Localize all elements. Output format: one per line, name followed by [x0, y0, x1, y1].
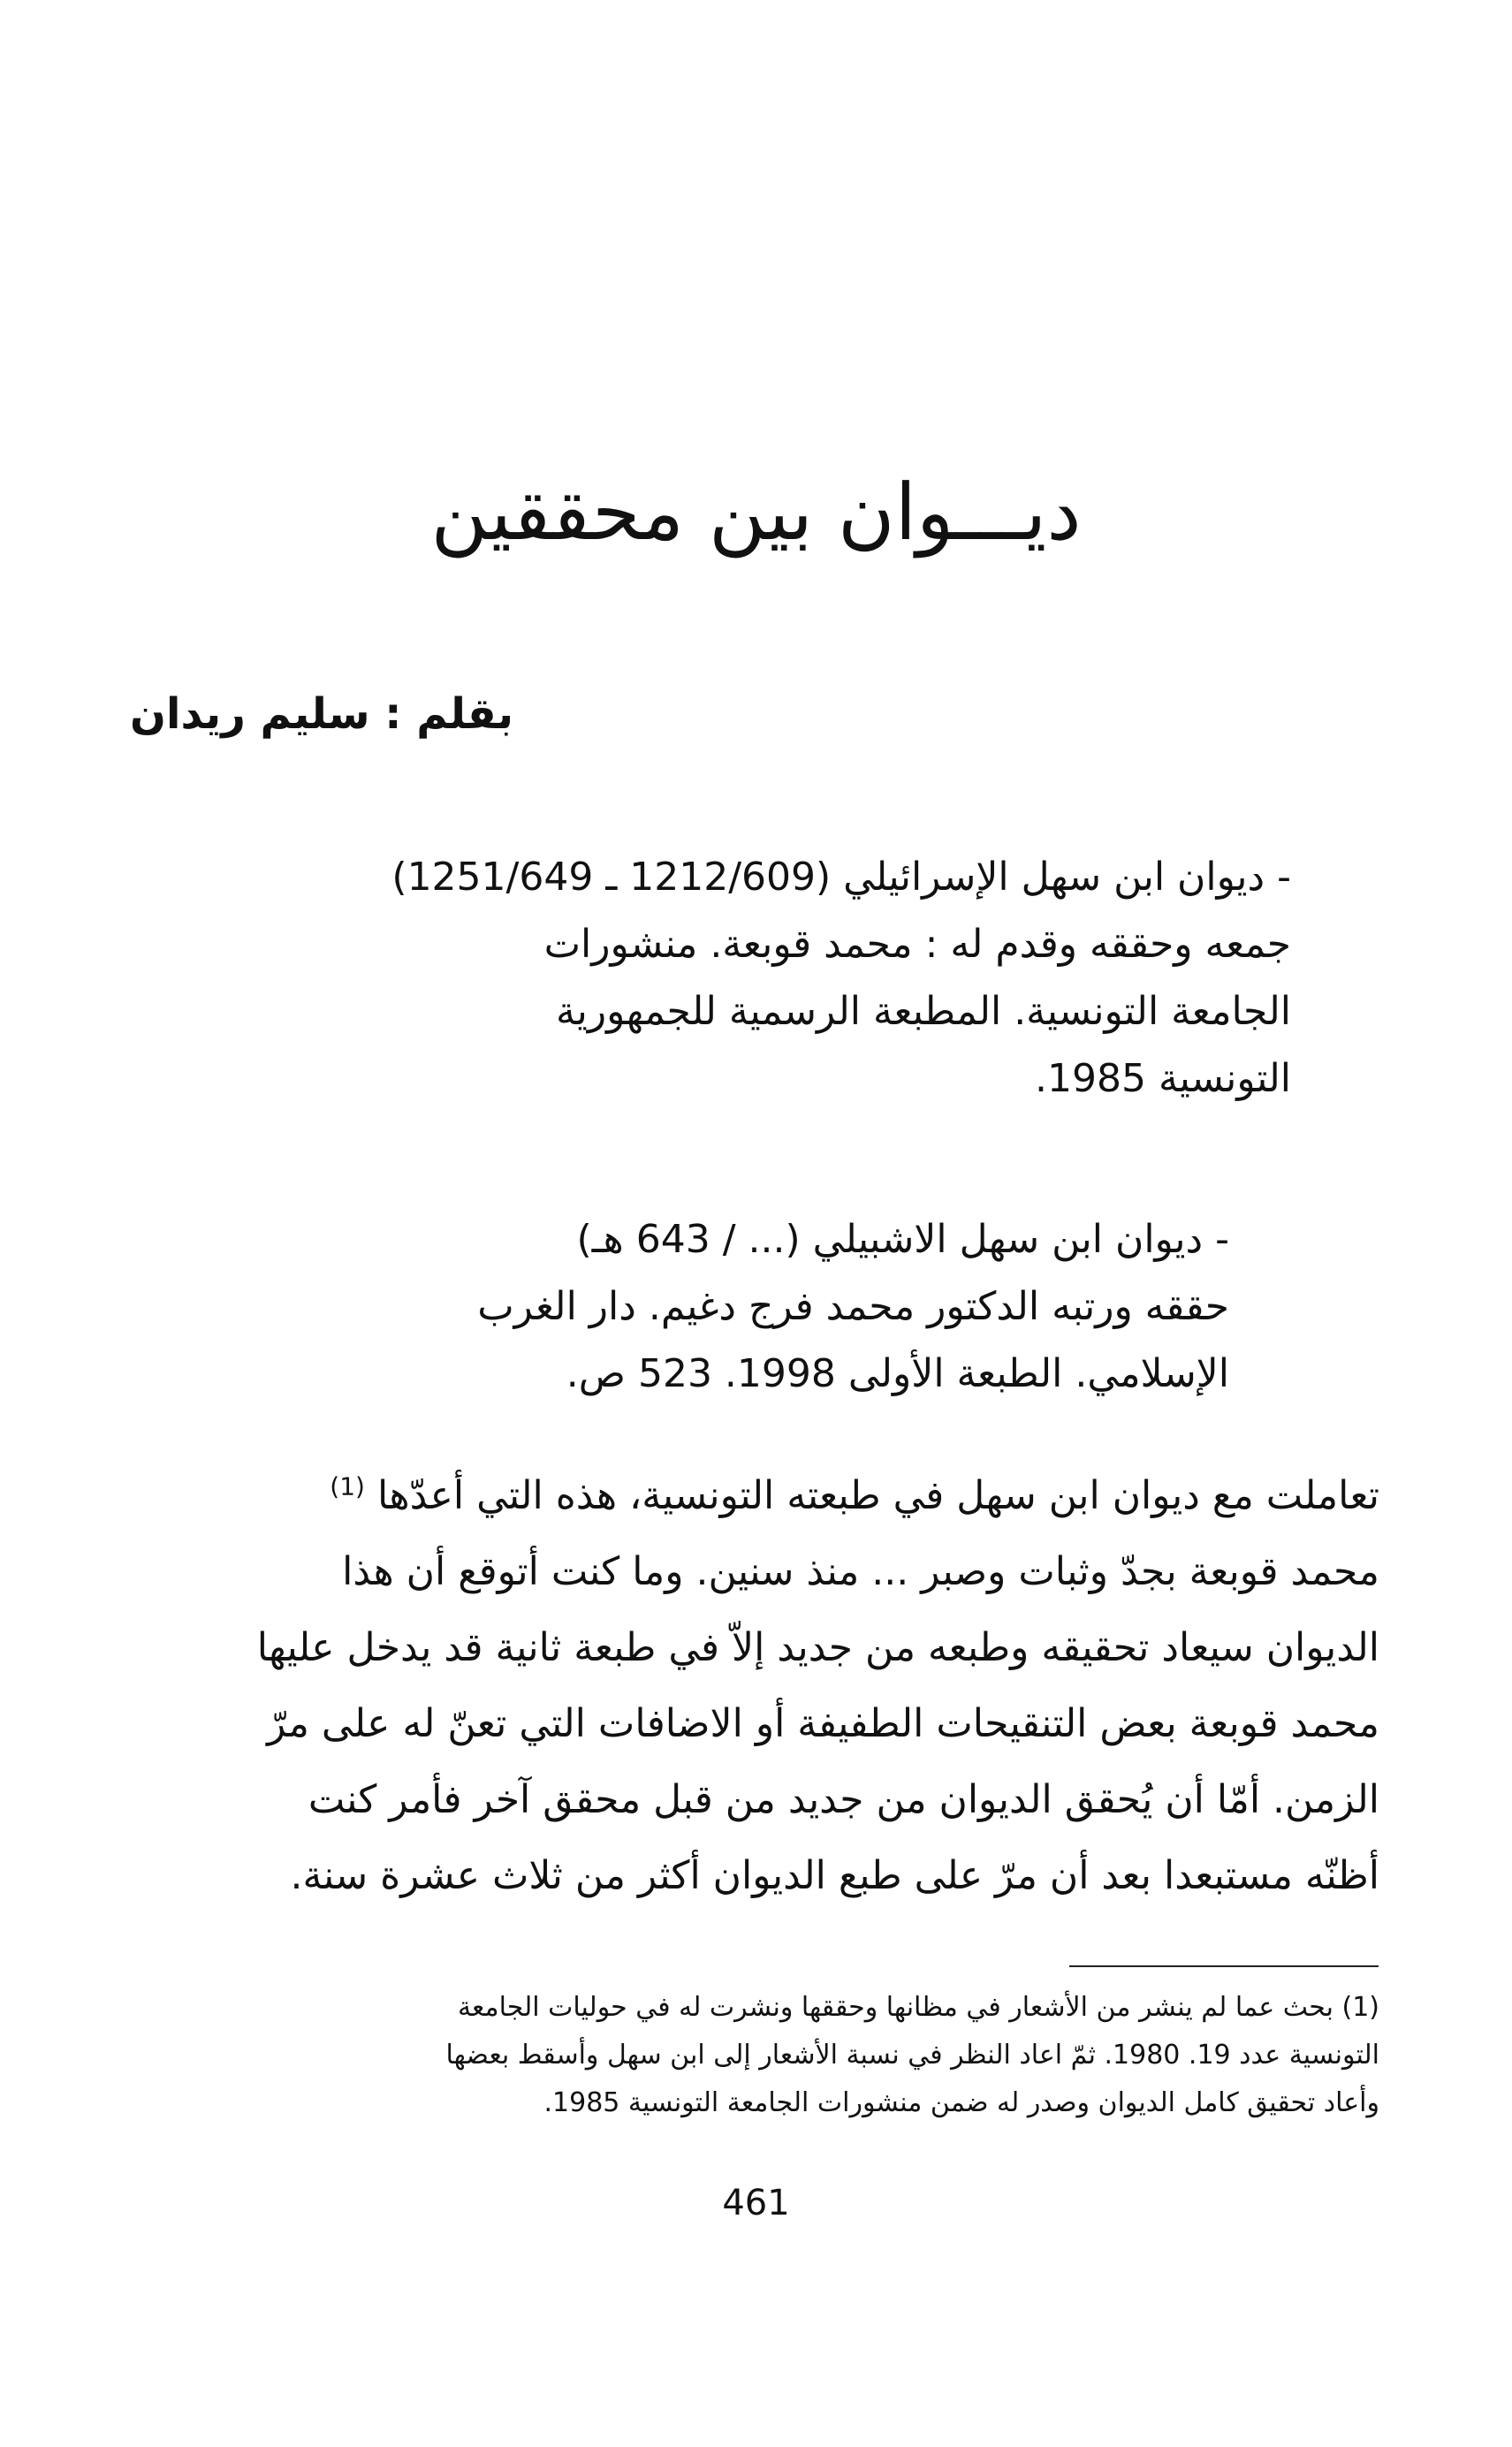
entry-line: التونسية 1985.: [1035, 1056, 1291, 1101]
body-paragraph: [257, 1458, 1379, 1914]
paragraph-line-text: تعاملت مع ديوان ابن سهل في طبعته التونسية، هذه التي أعدّها: [376, 1473, 1379, 1518]
entry-line: - ديوان ابن سهل الإسرائيلي (1212/609 ـ 1251/649): [391, 855, 1291, 900]
footnote-line: (1) بحث عما لم ينشر من الأشعار في مظانها وحققها ونشرت له في حوليات الجامعة: [457, 1992, 1379, 2023]
byline: بقلم : سليم ريدان: [130, 689, 513, 739]
entry-line: - ديوان ابن سهل الاشبيلي (... / 643 هـ): [576, 1217, 1229, 1262]
footnote: [445, 1984, 1379, 2127]
entry-line: الجامعة التونسية. المطبعة الرسمية للجمهورية: [555, 989, 1291, 1034]
paragraph-line: أظنّه مستبعدا بعد أن مرّ على طبع الديوان أكثر من ثلاث عشرة سنة.: [290, 1853, 1379, 1898]
entry-line: حققه ورتبه الدكتور محمد فرج دغيم. دار الغرب: [477, 1284, 1229, 1329]
entry-line: جمعه وحققه وقدم له : محمد قوبعة. منشورات: [543, 922, 1291, 967]
paragraph-line: [257, 1458, 1379, 1534]
footnote-line: وأعاد تحقيق كامل الديوان وصدر له ضمن منشورات الجامعة التونسية 1985.: [543, 2087, 1379, 2118]
paragraph-line: محمد قوبعة بجدّ وثبات وصبر ... منذ سنين. وما كنت أتوقع أن هذا: [342, 1549, 1379, 1594]
footnote-line: التونسية عدد 19. 1980. ثمّ اعاد النظر في نسبة الأشعار إلى ابن سهل وأسقط بعضها: [445, 2040, 1379, 2071]
paragraph-line: الديوان سيعاد تحقيقه وطبعه من جديد إلاّ في طبعة ثانية قد يدخل عليها: [256, 1625, 1379, 1670]
entry-line: الإسلامي. الطبعة الأولى 1998. 523 ص.: [566, 1351, 1229, 1396]
bibliographic-entry: [391, 844, 1291, 1113]
footnote-divider: [1069, 1965, 1379, 1967]
article-title: ديـــوان بين محققين: [430, 467, 1082, 558]
bibliographic-entry: [477, 1206, 1229, 1408]
paragraph-line: الزمن. أمّا أن يُحقق الديوان من جديد من قبل محقق آخر فأمر كنت: [308, 1777, 1379, 1822]
paragraph-line: محمد قوبعة بعض التنقيحات الطفيفة أو الاضافات التي تعنّ له على مرّ: [267, 1701, 1379, 1746]
footnote-reference[interactable]: (1): [330, 1471, 365, 1501]
page-number: 461: [722, 2183, 790, 2223]
